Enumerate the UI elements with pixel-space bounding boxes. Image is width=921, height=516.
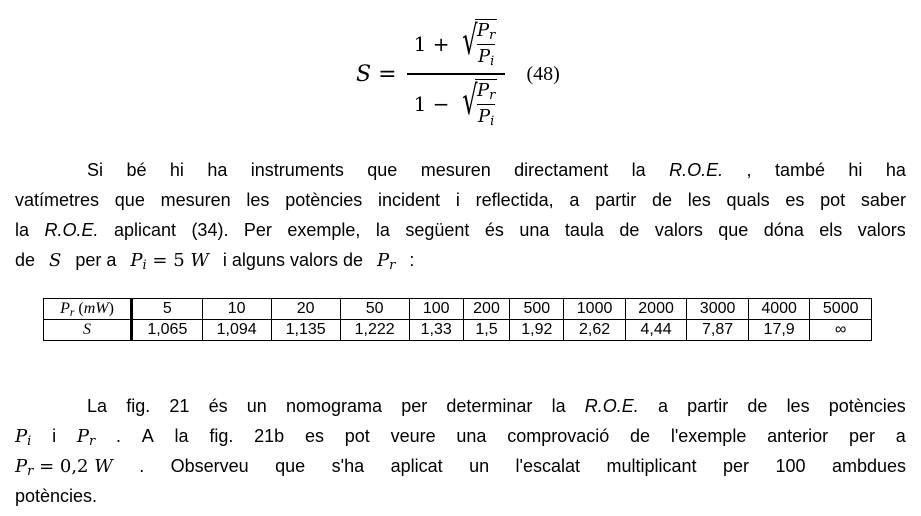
word: ambdues	[831, 456, 906, 476]
word: es	[304, 426, 324, 446]
row-label-pr: $P_r$ (mW)	[44, 299, 132, 320]
word: Per	[243, 220, 272, 240]
equation-48	[356, 14, 560, 134]
sqrt-denominator: √ $\frac{P_r}{P_i}$	[461, 77, 496, 130]
denominator: 1 − √ $\frac{P_r}{P_i}$	[413, 77, 496, 130]
word: i	[455, 190, 460, 210]
word: potències.	[15, 486, 98, 506]
word: mesuren	[160, 190, 231, 210]
table-cell-s: 7,87	[687, 320, 749, 341]
word: saber	[860, 190, 906, 210]
word: la	[631, 160, 646, 180]
word: ha	[885, 160, 906, 180]
word: Observeu	[170, 456, 249, 476]
word: :	[409, 250, 415, 270]
table-cell-pr: 10	[202, 299, 271, 320]
table-cell-pr: 3000	[687, 299, 749, 320]
word: la	[375, 220, 390, 240]
word: que	[114, 190, 145, 210]
table-cell-s: 2,62	[564, 320, 626, 341]
text-line	[15, 245, 906, 275]
word: A	[141, 426, 154, 446]
word: la	[15, 220, 30, 240]
word: l'exemple	[670, 426, 747, 446]
word: per	[401, 396, 428, 416]
table-cell-s: 1,33	[409, 320, 463, 341]
table-cell-pr: 200	[463, 299, 510, 320]
word: La	[87, 396, 108, 416]
paragraph-2	[15, 391, 906, 511]
word: $P_r = 0,2$ W	[15, 456, 113, 480]
table-cell-pr: 50	[340, 299, 409, 320]
text-line	[15, 451, 906, 481]
word: els	[819, 220, 843, 240]
word: a	[895, 426, 906, 446]
table-cell-pr: 5	[132, 299, 203, 320]
word: és	[484, 220, 504, 240]
word: pot	[820, 190, 846, 210]
word: un	[246, 396, 267, 416]
word: de	[15, 250, 36, 270]
word: fig.	[209, 426, 234, 446]
table-cell-pr: 4000	[748, 299, 810, 320]
word: R.O.E.	[44, 220, 99, 240]
word: l'escalat	[515, 456, 581, 476]
table-cell-s: 1,5	[463, 320, 510, 341]
word: que	[367, 160, 398, 180]
paragraph-1	[15, 155, 906, 275]
word: que	[275, 456, 306, 476]
table-cell-s: ∞	[810, 320, 872, 341]
table-cell-pr: 5000	[810, 299, 872, 320]
table-cell-pr: 1000	[564, 299, 626, 320]
word: $P_r$	[377, 250, 396, 274]
word: directament	[514, 160, 609, 180]
word: la	[174, 426, 189, 446]
word: taula	[564, 220, 604, 240]
word: .	[115, 426, 121, 446]
word: exemple,	[287, 220, 361, 240]
word: valors	[857, 220, 906, 240]
word: R.O.E.	[669, 160, 724, 180]
text-line	[15, 185, 906, 215]
table-cell-s: 1,222	[340, 320, 409, 341]
word: (34).	[191, 220, 229, 240]
word: a	[657, 396, 668, 416]
table-cell-s: 1,065	[132, 320, 203, 341]
word: potències	[828, 396, 906, 416]
word: anterior	[767, 426, 829, 446]
table-cell-pr: 2000	[625, 299, 687, 320]
table-cell-pr: 20	[271, 299, 340, 320]
word: $P_i$	[15, 426, 32, 450]
power-table	[43, 298, 872, 341]
word: una	[519, 220, 550, 240]
word: pot	[344, 426, 370, 446]
word: de	[630, 426, 651, 446]
word: hi	[169, 160, 184, 180]
word: fig.	[126, 396, 151, 416]
word: de	[747, 396, 768, 416]
row-label-s: S	[44, 320, 132, 341]
word: valors	[654, 220, 703, 240]
word: reflectida,	[475, 190, 554, 210]
table-cell-pr: 500	[510, 299, 564, 320]
word: un	[469, 456, 490, 476]
word: nomograma	[285, 396, 383, 416]
word: partir	[687, 396, 729, 416]
table-row-pr	[44, 299, 872, 320]
word: una	[456, 426, 487, 446]
text-line	[15, 391, 906, 421]
word: a	[569, 190, 580, 210]
table-row-s	[44, 320, 872, 341]
word: .	[139, 456, 145, 476]
word: les	[687, 190, 711, 210]
word: $P_r$	[76, 426, 96, 450]
word: ,	[746, 160, 752, 180]
table-cell-s: 17,9	[748, 320, 810, 341]
word: comprovació	[507, 426, 610, 446]
equation-lhs: S =	[356, 61, 397, 87]
word: incident	[378, 190, 441, 210]
word: també	[774, 160, 825, 180]
word: les	[246, 190, 270, 210]
word: i alguns valors de	[222, 250, 364, 270]
word: les	[786, 396, 810, 416]
word: de	[651, 190, 672, 210]
equation-number: (48)	[526, 62, 560, 85]
word: i	[52, 426, 57, 446]
word: hi	[848, 160, 863, 180]
main-fraction	[407, 19, 505, 129]
word: següent	[405, 220, 470, 240]
word: mesuren	[420, 160, 491, 180]
word: R.O.E.	[584, 396, 639, 416]
word: bé	[126, 160, 147, 180]
word: ha	[207, 160, 228, 180]
text-line	[15, 215, 906, 245]
word: aplicat	[390, 456, 443, 476]
word: instruments	[250, 160, 344, 180]
word: determinar	[446, 396, 533, 416]
numerator: 1 + √ $\frac{P_r}{P_i}$	[413, 17, 496, 70]
word: la	[551, 396, 566, 416]
table-cell-s: 4,44	[625, 320, 687, 341]
word: es	[785, 190, 805, 210]
word: Si	[87, 160, 104, 180]
word: s'ha	[331, 456, 365, 476]
table-cell-s: 1,135	[271, 320, 340, 341]
word: per	[848, 426, 875, 446]
table-cell-s: 1,094	[202, 320, 271, 341]
word: de	[619, 220, 640, 240]
word: aplicant	[113, 220, 176, 240]
text-line	[15, 481, 906, 511]
word: dóna	[763, 220, 804, 240]
table-cell-pr: 100	[409, 299, 463, 320]
word: 21b	[254, 426, 285, 446]
word: veure	[390, 426, 436, 446]
text-line	[15, 155, 906, 185]
word: quals	[726, 190, 770, 210]
text-line	[15, 421, 906, 451]
word: potències	[285, 190, 363, 210]
table-cell-s: 1,92	[510, 320, 564, 341]
word: partir	[595, 190, 637, 210]
word: és	[208, 396, 228, 416]
word: 100	[775, 456, 806, 476]
word: que	[718, 220, 749, 240]
word: 21	[169, 396, 190, 416]
word: vatímetres	[15, 190, 100, 210]
word: per	[722, 456, 749, 476]
word: per a	[75, 250, 117, 270]
word: S	[49, 250, 62, 271]
sqrt-numerator: √ $\frac{P_r}{P_i}$	[461, 17, 496, 70]
word: $P_i = 5$ W	[130, 250, 209, 274]
word: multiplicant	[606, 456, 697, 476]
